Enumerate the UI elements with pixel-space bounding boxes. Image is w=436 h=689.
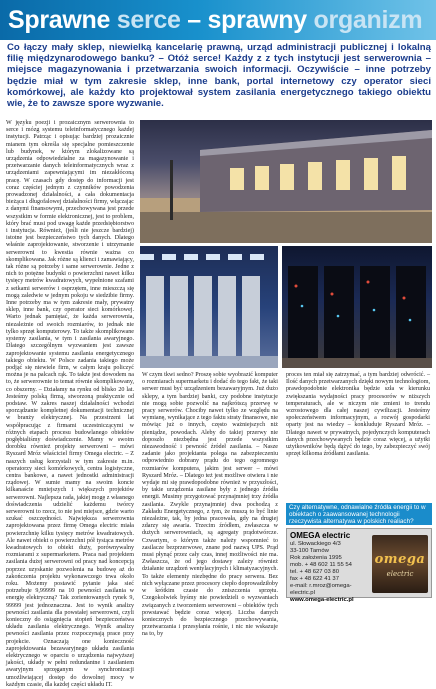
company-card — [286, 528, 432, 603]
info-box-text: Czy alternatywne, odnawialne źródła energii to w obiektach o zaawansowanej technologii rzeczywista alternatywa w polskich realiach? — [289, 504, 426, 526]
company-website: www.omega-electric.pl — [290, 597, 354, 603]
building-illustration — [140, 120, 432, 243]
company-fax: fax + 48 622 41 37 — [290, 576, 339, 582]
title-word-3: sprawny — [207, 6, 307, 34]
lead-paragraph: Co łączy mały sklep, niewielką kancelarię prawną, urząd administracji publicznej i lokalną filię międzynarodowego banku? – Otóż serce! Każdy z z tych instytucji jest serwerownia – miejsce magazynowania i przetwarzania swoich informacji. Oczywiście – inne potrzeby będzie miał w tym zakresie sklep, inne bank, portal internetowy czy operator sieci komórkowej, ale każdy kto projektował system zasilania energetycznego takiego obiektu wie, że to zawsze spore wyzwanie. — [7, 42, 431, 110]
company-mobile: mob. + 48 602 11 55 54 — [290, 562, 352, 568]
server-room-illustration — [140, 246, 278, 368]
company-name: OMEGA electric — [290, 531, 351, 540]
logo-sub: electric — [386, 570, 414, 578]
company-details — [290, 531, 370, 604]
article-column-middle: W czym tkwi sedno? Proszę sobie wyobrazić komputer o rozmiarach supermarketu i dodać do tego fakt, że taki serwer musi być urządzeniem bezawaryjnym. Już dużo sklepy, a tym bardziej banki, czy podobne instytucje nie mogą sobie pozwolić na najkrótszą przerwę w pracy serwerów. Chociby nawet tylko ze względu na wymianę, wynikające z tego faktu straty finansowe, nie mówiąc już o innych, często ważniejszych niż pieniądze, powodach. Aleby do takiej przerwy nie doposzło niezbędna jest przede wszystkim niezawodność i pewność źródeł zasilania. – Nasze zadanie jako projektanta polega na zabezpieczeniu odpowiednio dobrany prądu do tego ogromnego rozmiarów komputera, jakim jest serwer – mówi Ryszard Mróz. – Dlatego też jest możliwe otwiera i nie wydaje mi się prawdopodobne również w przyszłości, by takie urządzenia zasilane były z jednego źródła energii. Musimy przygotować przynajmniej trzy źródła zasilania. Zwykle przynajmniej dwa pochodzą z Zakładu Energetycznego, z tym, że muszą to być linie niezależne, tak, by jedna pracowała, gdy na drugiej zdarzy się awaria. Trzecim źródłem, zwłaszcza w dużych serwerowniach, są agregaty prądotwórcze. Czwartym, o którym także należy wspomnieć to zasilacze bezprzerwowe, znane pod nazwą UPS. Prąd musi płynąć przez cały czas, innej możliwości nie ma. Zwłaszcza, że od jego dostawy zależy również działanie urządzeń wentylacyjnych i klimatyzacyjnych. To także elementy niezbędne do pracy serwera. Bez nich wyłączane przez procesory ciepło doprowadziłoby w krótkim czasie do zniszczenia sprzętu. Czegokolwiek byśmy nie powiedzieli o wyzwaniach związanych z tworzeniem serwerowni – obiektów tych powstawać będzie coraz więcej. Liczba danych koniecznych do bezpiecznego przechowywania, przetwarzania i przesyłania rośnie, i nic nie wskazuje na to, by — [142, 372, 278, 638]
article-column-left: W języku poezji i prozaicznym serwerownia to serce i mózg systemu teleinformatycznego każdej instytucji. Patrząc i opisując bardziej prozaicznie mianem tym określa się specjalne pomieszczenie lub budynek, w którym zlokalizowane są urządzenia odpowiedzialne za magazynowanie i przetwarzanie danych teleinformatycznych wraz z urządzeniami zapewniającymi im niezakłóconą pracę. W czasach gdy dostęp do informacji jest coraz częściej jednym z czynników powodzenia prowadzonej działalności, a cała dokumentacja bieżąca i długofalowej działalności firmy, włączając z danymi finansowymi, przechowywana jest przede wszystkim w formie elektronicznej, jest to problem, który brać musi pod uwagę każde przedsiębiorstwo i instytucja. Również, (jeśli nie jeszcze bardziej) istotne jest bezpieczeństwo tych danych. Dlatego właśnie zaprojektowanie, stworzenie i utrzymanie serwerowni to kwestia równie ważna co skomplikowana. Jak różne są klienci i zamawiający, tak różne są potrzeby i same serwerownie. Jedne z nich to potężne budynki o powierzchni nawet kilku tysięcy metrów kwadratowych, wypełnione szafami z setkami serwerów i osprzętem, inne mieszczą się mogą zaledwie w jednym pokoju w siedzibie firmy. Inne potrzeby ma w tym zakresie mały, prywatny sklep, inne bank, czy operator sieci komórkowej. Warto jednak pamiętać, że każda serwerownia, niezależnie od swoich rozmiarów, to jednak nie tylko sprzęt komputerowy. To także skomplikowane systemy zasilania, w tym i zasilania awaryjnego. Dlatego szczególnym wyzwaniem jest zawsze zaprojektowanie systemu zasilania energetycznego takiego obiektu. W Polsce zadania takiego może podjąć się niewiele firm, w całym kraju policzyć można je na palcach rąk. To także jest dowodem na to, że serwerownie to temat równie skomplikowany, co obszerny. – Działamy na rynku od blisko 20 lat. Jesteśmy polską firmą, stworzoną praktycznie od podstaw. W zakres naszej działalności wchodzi sporządzanie kompletnej dokumentacji technicznej w branży elektrycznej. Na przestrzeni lat współpracując z firmami uczestniczącymi w różnych etapach procesu budowlanego obiektów pogłębialiśmy doświadczenie. Mamy w swoim dorobku również projekty serwerowni – mówi Ryszard Mróz właściciel firmy Omega electric. – Z naszych usług korzystali w tym zakresie m.in. operatorzy sieci komórkowych, centra logistyczne, centra bankowe, a nawet jednostki administracji rządowej. W sumie mamy na swoim koncie kilkanaście mniejszych i większych projektów serwerowni. Najlepsza rada, jakiej mogę z własnego doświadczenia udzielić każdemu twórcy serwerowni to rzecz, to nie jest miejsce, gdzie warto szukać oszczędności. Największa serwerownia zaprojektowana przez firmę Omega electric miała powierzchnię kilku tysięcy metrów kwadratowych. Ale nawet obiekt o powierzchni pół tysiąca metrów kwadratowych to obiekt duży, porównywalny rozmiarami z supermarketem. Praca nad projektem zasilania dużej serwerowni od pracy nad koncepcją poprzez uzyskanie pozwolenia na budowę aż do zakończenia projektu wykonawczego trwa około roku. Możemy postawić pytanie jaka sieć potrzebuje 9,99999 na 10 pewności zasilania w energię elektryczną? Tak zorientowanych rynek 9, 99999 jest jednoznaczna. Jest to wynik analizy pewności zasilania dla powstałej serwerowni, czyli konieczny do osiągnięcia stopień bezpieczeństwa układu zasilania elektrycznego. Wynik analizy pewności zasilania przez rozpoczynają prace przy projekcie. Oznaczają one konieczność zaprojektowania bezawaryjnego układu zasilania elektrycznego w oparciu o urządzenia najwyższej jakości, układy w pełni redundantne i zasilaniem awaryjnym sprzęganym w synchronizacji umożliwiającej dostęp do dowolnej mocy w każdym czasie, dla każdej części układu IT. — [6, 120, 134, 688]
photo-server-racks — [282, 246, 432, 368]
page-title — [8, 5, 422, 35]
photo-server-building — [140, 120, 432, 243]
title-separator: – — [187, 6, 201, 34]
title-word-4: organizm — [313, 6, 423, 34]
company-address-street: ul. Słowackiego 4/3 — [290, 541, 341, 547]
company-email: e-mail: r.mroz@omega-electric.pl — [290, 583, 352, 596]
company-phone: tel. + 48 627 03 80 — [290, 569, 339, 575]
omega-logo — [372, 535, 428, 593]
company-founded: Rok założenia 1995 — [290, 555, 342, 561]
server-racks-illustration — [282, 246, 432, 368]
logo-word: omega — [374, 552, 426, 567]
company-address-city: 33-100 Tarnów — [290, 548, 329, 554]
title-word-2: serce — [116, 6, 181, 34]
photo-server-room — [140, 246, 278, 368]
title-word-1: Sprawne — [8, 6, 111, 34]
article-column-right: proces ten miał się zatrzymać, a tym bardziej odwrócić. – Ilość danych przetwarzanych dzięki nowym technologiom, prawdopodobnie elektronika będzie szła w kierunku zwiększania wydajności pracy procesorów w niższych temperaturach, ale w niczym nie zmieni to trendu wzrostowego dla całej naszej cywilizacji. Jesteśmy społeczeństwem informacyjnym, a rozwój gospodarki oparty jest na wiedzy – konkluduje Ryszard Mróz. – Dlatego nawet w prywatnych, pojedynczych komputerach danych przechowywanych będzie coraz więcej, a użytki użytkowników będą dążyć do tego, by zabezpieczyć swój sprzęt kilkoma źródłami zasilania. — [286, 372, 430, 458]
info-box — [286, 503, 432, 525]
